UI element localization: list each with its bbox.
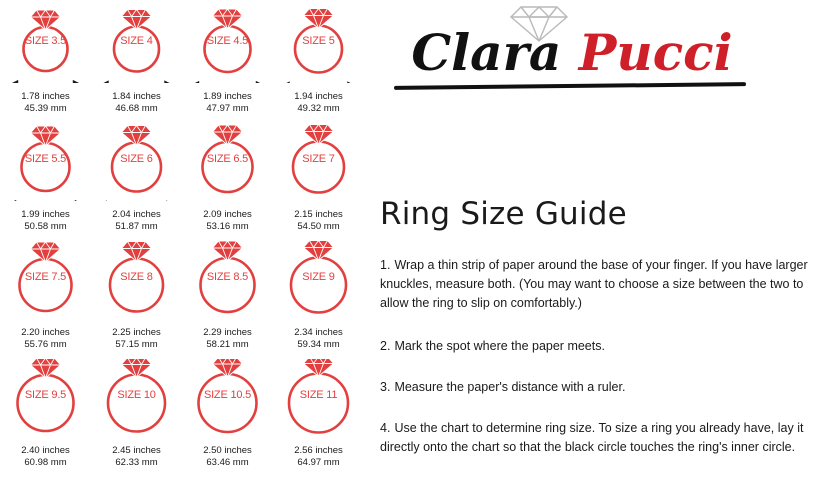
ring-size-cell — [0, 241, 91, 359]
step-3-text: Measure the paper's distance with a ruler. — [394, 380, 626, 394]
ring-measurement — [273, 327, 364, 350]
step-2-number: 2. — [380, 339, 391, 353]
ring-circumference-inches: 2.29 inches — [203, 327, 252, 338]
step-2-text: Mark the spot where the paper meets. — [394, 339, 605, 353]
ring-size-label: SIZE 6 — [120, 153, 153, 165]
ring-size-label: SIZE 10 — [117, 389, 156, 401]
ring-measurement — [0, 209, 91, 232]
ring-circumference-inches: 2.56 inches — [294, 445, 343, 456]
ring-circumference-mm: 59.34 mm — [297, 338, 340, 350]
ring-circumference-inches: 2.50 inches — [203, 445, 252, 456]
ring-measurement — [273, 209, 364, 232]
step-3-number: 3. — [380, 380, 391, 394]
ring-circumference-mm: 53.16 mm — [206, 220, 249, 232]
ring-size-cell — [273, 241, 364, 359]
ring-circumference-inches: 1.99 inches — [21, 209, 70, 220]
ring-measurement — [91, 445, 182, 468]
ring-size-cell — [182, 241, 273, 359]
ring-measurement — [182, 91, 273, 114]
ring-size-label: SIZE 8 — [120, 271, 153, 283]
ring-circumference-inches: 1.78 inches — [21, 91, 70, 102]
step-4-number: 4. — [380, 421, 391, 435]
ring-size-cell — [273, 123, 364, 241]
ring-circumference-mm: 57.15 mm — [115, 338, 158, 350]
ring-size-cell — [273, 359, 364, 477]
ring-circumference-mm: 63.46 mm — [206, 456, 249, 468]
ring-size-label: SIZE 9.5 — [24, 389, 67, 401]
ring-measurement — [182, 327, 273, 350]
step-4-text: Use the chart to determine ring size. To size a ring you already have, lay it directly onto the chart so that the black circle touches the ring's inner circle. — [380, 421, 804, 454]
ring-size-label: SIZE 3.5 — [24, 35, 67, 47]
ring-measurement — [0, 91, 91, 114]
ring-size-label: SIZE 7.5 — [24, 271, 67, 283]
instruction-step-3 — [380, 378, 824, 397]
ring-size-cell — [91, 123, 182, 241]
ring-circumference-inches: 1.84 inches — [112, 91, 161, 102]
ring-circumference-inches: 2.40 inches — [21, 445, 70, 456]
ring-circumference-inches: 1.89 inches — [203, 91, 252, 102]
right-panel — [372, 0, 839, 501]
ring-size-cell — [91, 359, 182, 477]
ring-size-label: SIZE 5 — [302, 35, 335, 47]
ring-size-cell — [273, 5, 364, 123]
ring-size-label: SIZE 4.5 — [206, 35, 249, 47]
ring-circumference-inches: 2.45 inches — [112, 445, 161, 456]
ring-size-label: SIZE 8.5 — [206, 271, 249, 283]
ring-circumference-mm: 55.76 mm — [24, 338, 67, 350]
ring-size-cell — [0, 359, 91, 477]
ring-circumference-mm: 58.21 mm — [206, 338, 249, 350]
ring-circumference-inches: 2.09 inches — [203, 209, 252, 220]
ring-size-cell — [182, 359, 273, 477]
ring-circumference-inches: 1.94 inches — [294, 91, 343, 102]
ring-size-cell — [91, 5, 182, 123]
brand-name-second: Pucci — [578, 23, 733, 82]
ring-size-label: SIZE 11 — [299, 389, 338, 401]
instruction-step-4 — [380, 419, 824, 457]
ring-size-cell — [182, 5, 273, 123]
ring-circumference-mm: 62.33 mm — [115, 456, 158, 468]
ring-measurement — [182, 209, 273, 232]
ring-size-label: SIZE 9 — [302, 271, 335, 283]
ring-circumference-inches: 2.34 inches — [294, 327, 343, 338]
ring-size-cell — [91, 241, 182, 359]
ring-size-cell — [182, 123, 273, 241]
ring-measurement — [91, 209, 182, 232]
ring-circumference-mm: 47.97 mm — [206, 102, 249, 114]
ring-size-label: SIZE 6.5 — [206, 153, 249, 165]
ring-measurement — [91, 327, 182, 350]
brand-logo — [372, 2, 772, 112]
ring-size-label: SIZE 4 — [120, 35, 153, 47]
ring-circumference-inches: 2.20 inches — [21, 327, 70, 338]
ring-circumference-mm: 50.58 mm — [24, 220, 67, 232]
ring-size-cell — [0, 123, 91, 241]
ring-circumference-mm: 60.98 mm — [24, 456, 67, 468]
ring-circumference-mm: 51.87 mm — [115, 220, 158, 232]
ring-measurement — [0, 445, 91, 468]
ring-circumference-inches: 2.15 inches — [294, 209, 343, 220]
step-1-number: 1. — [380, 258, 391, 272]
ring-measurement — [91, 91, 182, 114]
instruction-step-2 — [380, 337, 824, 356]
ring-measurement — [182, 445, 273, 468]
ring-size-grid — [0, 0, 366, 501]
ring-size-cell — [0, 5, 91, 123]
ring-circumference-mm: 46.68 mm — [115, 102, 158, 114]
ring-circumference-mm: 49.32 mm — [297, 102, 340, 114]
brand-name-first: Clara — [411, 23, 562, 82]
brand-underline — [394, 82, 746, 90]
brand-name — [372, 24, 772, 82]
ring-measurement — [0, 327, 91, 350]
ring-circumference-inches: 2.25 inches — [112, 327, 161, 338]
ring-circumference-mm: 54.50 mm — [297, 220, 340, 232]
ring-circumference-mm: 45.39 mm — [24, 102, 67, 114]
ring-circumference-inches: 2.04 inches — [112, 209, 161, 220]
ring-measurement — [273, 91, 364, 114]
instruction-step-1 — [380, 256, 824, 313]
ring-size-label: SIZE 10.5 — [203, 389, 252, 401]
ring-size-label: SIZE 5.5 — [24, 153, 67, 165]
ring-size-label: SIZE 7 — [302, 153, 335, 165]
ring-measurement — [273, 445, 364, 468]
step-1-text: Wrap a thin strip of paper around the base of your finger. If you have larger knuckles, measure both. (You may want to choose a size between the two to allow the ring to slip on comfortably.) — [380, 258, 808, 310]
page-title: Ring Size Guide — [380, 196, 627, 232]
ring-circumference-mm: 64.97 mm — [297, 456, 340, 468]
